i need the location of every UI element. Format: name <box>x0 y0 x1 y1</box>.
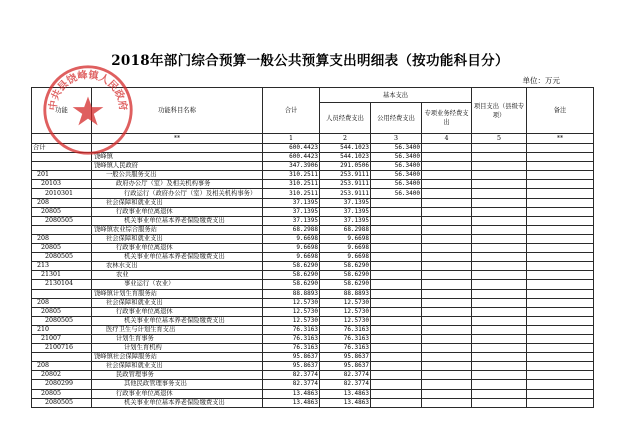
name-cell: 行政事业单位离退休 <box>92 307 263 316</box>
special-cell <box>422 344 472 353</box>
index-cell: 3 <box>371 134 422 144</box>
special-cell <box>422 398 472 407</box>
special-cell <box>422 353 472 362</box>
name-cell: 政府办公厅（室）及相关机构事务 <box>92 180 263 189</box>
personnel-cell: 253.9111 <box>320 180 371 189</box>
code-cell: 2080505 <box>32 316 92 325</box>
code-cell: 20805 <box>32 244 92 253</box>
code-cell: 2010301 <box>32 189 92 198</box>
total-cell: 12.5730 <box>263 316 320 325</box>
project-cell <box>472 380 527 389</box>
personnel-cell: 76.3163 <box>320 334 371 343</box>
personnel-cell: 13.4863 <box>320 389 371 398</box>
special-cell <box>422 307 472 316</box>
index-cell: ** <box>92 134 263 144</box>
special-cell <box>422 171 472 180</box>
project-cell <box>472 207 527 216</box>
public-cell <box>371 289 422 298</box>
public-cell <box>371 353 422 362</box>
project-cell <box>472 216 527 225</box>
table-row <box>32 316 594 325</box>
table-row <box>32 353 594 362</box>
total-cell: 82.3774 <box>263 380 320 389</box>
table-row <box>32 334 594 343</box>
total-cell: 95.8637 <box>263 353 320 362</box>
index-cell: 1 <box>263 134 320 144</box>
project-cell <box>472 144 527 153</box>
code-cell: 2100716 <box>32 344 92 353</box>
project-cell <box>472 262 527 271</box>
personnel-cell: 37.1395 <box>320 207 371 216</box>
code-cell: 208 <box>32 198 92 207</box>
remark-cell <box>527 180 594 189</box>
total-cell: 88.8893 <box>263 289 320 298</box>
page-title: 2018年部门综合预算一般公共预算支出明细表（按功能科目分） <box>111 53 509 69</box>
public-cell <box>371 253 422 262</box>
remark-cell <box>527 325 594 334</box>
remark-cell <box>527 316 594 325</box>
project-cell <box>472 344 527 353</box>
special-cell <box>422 334 472 343</box>
name-cell: 饶峰镇人民政府 <box>92 162 263 171</box>
remark-cell <box>527 144 594 153</box>
total-cell: 76.3163 <box>263 325 320 334</box>
personnel-cell: 68.2988 <box>320 225 371 234</box>
code-cell: 20805 <box>32 307 92 316</box>
remark-cell <box>527 153 594 162</box>
code-cell: 2080505 <box>32 216 92 225</box>
table-row <box>32 153 594 162</box>
name-cell <box>92 144 263 153</box>
special-cell <box>422 162 472 171</box>
code-cell: 2130104 <box>32 280 92 289</box>
table-row <box>32 189 594 198</box>
personnel-cell: 253.9111 <box>320 171 371 180</box>
total-cell: 58.6290 <box>263 262 320 271</box>
name-cell: 机关事业单位基本养老保险缴费支出 <box>92 316 263 325</box>
name-cell: 其他民政管理事务支出 <box>92 380 263 389</box>
table-row <box>32 262 594 271</box>
total-cell: 58.6290 <box>263 271 320 280</box>
project-cell <box>472 244 527 253</box>
remark-cell <box>527 207 594 216</box>
public-cell <box>371 225 422 234</box>
code-cell: 2080505 <box>32 253 92 262</box>
total-cell: 347.3906 <box>263 162 320 171</box>
index-cell: ** <box>527 134 594 144</box>
remark-cell <box>527 225 594 234</box>
code-cell: 208 <box>32 234 92 243</box>
special-cell <box>422 389 472 398</box>
table-row <box>32 380 594 389</box>
code-cell: 208 <box>32 298 92 307</box>
header-special: 专项业务经费支出 <box>422 103 472 134</box>
personnel-cell: 76.3163 <box>320 344 371 353</box>
code-cell: 21301 <box>32 271 92 280</box>
table-row <box>32 144 594 153</box>
name-cell: 社会保障和就业支出 <box>92 234 263 243</box>
special-cell <box>422 262 472 271</box>
remark-cell <box>527 198 594 207</box>
header-public: 公用经费支出 <box>371 103 422 134</box>
special-cell <box>422 298 472 307</box>
name-cell: 机关事业单位基本养老保险缴费支出 <box>92 398 263 407</box>
remark-cell <box>527 216 594 225</box>
remark-cell <box>527 380 594 389</box>
remark-cell <box>527 271 594 280</box>
table-body <box>32 144 594 408</box>
personnel-cell: 58.6290 <box>320 280 371 289</box>
table-row <box>32 244 594 253</box>
project-cell <box>472 371 527 380</box>
special-cell <box>422 153 472 162</box>
header-personnel: 人员经费支出 <box>320 103 371 134</box>
total-cell: 95.8637 <box>263 362 320 371</box>
personnel-cell: 88.8893 <box>320 289 371 298</box>
public-cell <box>371 389 422 398</box>
personnel-cell: 253.9111 <box>320 189 371 198</box>
project-cell <box>472 234 527 243</box>
total-cell: 58.6290 <box>263 280 320 289</box>
remark-cell <box>527 234 594 243</box>
personnel-cell: 544.1023 <box>320 153 371 162</box>
personnel-cell: 291.0506 <box>320 162 371 171</box>
project-cell <box>472 398 527 407</box>
table-row <box>32 398 594 407</box>
project-cell <box>472 271 527 280</box>
project-cell <box>472 362 527 371</box>
budget-table <box>31 87 594 408</box>
table-row <box>32 362 594 371</box>
public-cell <box>371 371 422 380</box>
name-cell: 农林水支出 <box>92 262 263 271</box>
name-cell: 计划生育事务 <box>92 334 263 343</box>
total-cell: 310.2511 <box>263 189 320 198</box>
total-cell: 9.6698 <box>263 234 320 243</box>
code-cell <box>32 225 92 234</box>
code-cell: 213 <box>32 262 92 271</box>
public-cell: 56.3400 <box>371 144 422 153</box>
personnel-cell: 12.5730 <box>320 307 371 316</box>
public-cell <box>371 325 422 334</box>
name-cell: 行政事业单位离退休 <box>92 207 263 216</box>
project-cell <box>472 325 527 334</box>
index-cell: 2 <box>320 134 371 144</box>
name-cell: 一般公共服务支出 <box>92 171 263 180</box>
personnel-cell: 76.3163 <box>320 325 371 334</box>
total-cell: 68.2988 <box>263 225 320 234</box>
table-row <box>32 234 594 243</box>
name-cell: 行政事业单位离退休 <box>92 244 263 253</box>
public-cell <box>371 262 422 271</box>
public-cell <box>371 307 422 316</box>
project-cell <box>472 198 527 207</box>
table-row <box>32 325 594 334</box>
remark-cell <box>527 262 594 271</box>
special-cell <box>422 144 472 153</box>
table-row <box>32 271 594 280</box>
public-cell <box>371 234 422 243</box>
public-cell <box>371 207 422 216</box>
table-row <box>32 253 594 262</box>
personnel-cell: 9.6698 <box>320 244 371 253</box>
table-row <box>32 371 594 380</box>
index-cell: 4 <box>422 134 472 144</box>
total-cell: 310.2511 <box>263 171 320 180</box>
special-cell <box>422 225 472 234</box>
total-cell: 600.4423 <box>263 153 320 162</box>
code-cell: 2080505 <box>32 398 92 407</box>
table-row <box>32 198 594 207</box>
project-cell <box>472 307 527 316</box>
code-cell: 20103 <box>32 180 92 189</box>
public-cell <box>371 216 422 225</box>
special-cell <box>422 325 472 334</box>
project-cell <box>472 189 527 198</box>
personnel-cell: 82.3774 <box>320 371 371 380</box>
public-cell <box>371 334 422 343</box>
svg-text:中共县饶峰镇人民政府: 中共县饶峰镇人民政府 <box>48 69 128 112</box>
public-cell <box>371 244 422 253</box>
total-cell: 82.3774 <box>263 371 320 380</box>
remark-cell <box>527 389 594 398</box>
name-cell: 事业运行（农业） <box>92 280 263 289</box>
special-cell <box>422 289 472 298</box>
personnel-cell: 95.8637 <box>320 362 371 371</box>
project-cell <box>472 225 527 234</box>
header-code: 功能 <box>32 88 92 134</box>
code-cell: 210 <box>32 325 92 334</box>
special-cell <box>422 380 472 389</box>
special-cell <box>422 234 472 243</box>
code-cell: 21007 <box>32 334 92 343</box>
table-row <box>32 307 594 316</box>
code-cell: 20802 <box>32 371 92 380</box>
table-row <box>32 289 594 298</box>
special-cell <box>422 316 472 325</box>
project-cell <box>472 253 527 262</box>
table-row <box>32 344 594 353</box>
remark-cell <box>527 171 594 180</box>
public-cell <box>371 380 422 389</box>
remark-cell <box>527 307 594 316</box>
name-cell: 饶峰镇 <box>92 153 263 162</box>
table-row <box>32 180 594 189</box>
total-cell: 310.2511 <box>263 180 320 189</box>
personnel-cell: 13.4863 <box>320 398 371 407</box>
public-cell: 56.3400 <box>371 189 422 198</box>
total-cell: 13.4863 <box>263 398 320 407</box>
total-cell: 76.3163 <box>263 344 320 353</box>
project-cell <box>472 280 527 289</box>
unit-label: 单位：万元 <box>522 76 560 85</box>
remark-cell <box>527 280 594 289</box>
personnel-cell: 95.8637 <box>320 353 371 362</box>
total-cell: 600.4423 <box>263 144 320 153</box>
public-cell: 56.3400 <box>371 162 422 171</box>
remark-cell <box>527 371 594 380</box>
personnel-cell: 58.6290 <box>320 262 371 271</box>
personnel-cell: 37.1395 <box>320 216 371 225</box>
table-row <box>32 280 594 289</box>
total-cell: 12.5730 <box>263 298 320 307</box>
special-cell <box>422 189 472 198</box>
public-cell <box>371 271 422 280</box>
code-cell: 合计 <box>32 144 92 153</box>
remark-cell <box>527 362 594 371</box>
table-row <box>32 298 594 307</box>
public-cell: 56.3400 <box>371 180 422 189</box>
table-row <box>32 389 594 398</box>
remark-cell <box>527 289 594 298</box>
public-cell <box>371 298 422 307</box>
special-cell <box>422 180 472 189</box>
remark-cell <box>527 298 594 307</box>
table-header <box>32 88 594 144</box>
name-cell: 机关事业单位基本养老保险缴费支出 <box>92 253 263 262</box>
code-cell <box>32 153 92 162</box>
remark-cell <box>527 353 594 362</box>
remark-cell <box>527 344 594 353</box>
public-cell <box>371 198 422 207</box>
total-cell: 76.3163 <box>263 334 320 343</box>
project-cell <box>472 162 527 171</box>
personnel-cell: 37.1395 <box>320 198 371 207</box>
project-cell <box>472 334 527 343</box>
name-cell: 医疗卫生与计划生育支出 <box>92 325 263 334</box>
project-cell <box>472 153 527 162</box>
header-name: 功能科目名称 <box>92 88 263 134</box>
special-cell <box>422 244 472 253</box>
table-row <box>32 216 594 225</box>
remark-cell <box>527 162 594 171</box>
name-cell: 饶峰镇社会保障服务站 <box>92 353 263 362</box>
project-cell <box>472 316 527 325</box>
remark-cell <box>527 334 594 343</box>
code-cell: 208 <box>32 362 92 371</box>
table-row <box>32 207 594 216</box>
special-cell <box>422 280 472 289</box>
remark-cell <box>527 244 594 253</box>
special-cell <box>422 207 472 216</box>
special-cell <box>422 216 472 225</box>
name-cell: 饶峰镇计划生育服务站 <box>92 289 263 298</box>
public-cell <box>371 316 422 325</box>
project-cell <box>472 389 527 398</box>
name-cell: 社会保障和就业支出 <box>92 198 263 207</box>
remark-cell <box>527 398 594 407</box>
name-cell: 行政运行（政府办公厅（室）及相关机构事务） <box>92 189 263 198</box>
code-cell: 201 <box>32 171 92 180</box>
project-cell <box>472 171 527 180</box>
personnel-cell: 12.5730 <box>320 298 371 307</box>
remark-cell <box>527 253 594 262</box>
project-cell <box>472 298 527 307</box>
total-cell: 37.1395 <box>263 216 320 225</box>
public-cell <box>371 280 422 289</box>
personnel-cell: 544.1023 <box>320 144 371 153</box>
header-basic: 基本支出 <box>320 88 472 103</box>
code-cell: 20805 <box>32 207 92 216</box>
header-remark: 备注 <box>527 88 594 134</box>
personnel-cell: 9.6698 <box>320 234 371 243</box>
remark-cell <box>527 189 594 198</box>
name-cell: 计划生育机构 <box>92 344 263 353</box>
special-cell <box>422 271 472 280</box>
name-cell: 饶峰镇农业综合服务站 <box>92 225 263 234</box>
name-cell: 农业 <box>92 271 263 280</box>
code-cell <box>32 289 92 298</box>
table-row <box>32 162 594 171</box>
public-cell <box>371 362 422 371</box>
code-cell <box>32 353 92 362</box>
special-cell <box>422 371 472 380</box>
name-cell: 社会保障和就业支出 <box>92 362 263 371</box>
personnel-cell: 58.6290 <box>320 271 371 280</box>
total-cell: 9.6698 <box>263 253 320 262</box>
public-cell <box>371 344 422 353</box>
index-row <box>32 134 594 144</box>
code-cell: 2080299 <box>32 380 92 389</box>
personnel-cell: 12.5730 <box>320 316 371 325</box>
special-cell <box>422 253 472 262</box>
total-cell: 12.5730 <box>263 307 320 316</box>
total-cell: 13.4863 <box>263 389 320 398</box>
name-cell: 行政事业单位离退休 <box>92 389 263 398</box>
total-cell: 37.1395 <box>263 198 320 207</box>
header-project: 项目支出（县级专项） <box>472 88 527 134</box>
special-cell <box>422 198 472 207</box>
total-cell: 9.6698 <box>263 244 320 253</box>
project-cell <box>472 353 527 362</box>
personnel-cell: 9.6698 <box>320 253 371 262</box>
header-total: 合计 <box>263 88 320 134</box>
project-cell <box>472 289 527 298</box>
name-cell: 社会保障和就业支出 <box>92 298 263 307</box>
table-row <box>32 171 594 180</box>
special-cell <box>422 362 472 371</box>
index-cell: 5 <box>472 134 527 144</box>
code-cell <box>32 162 92 171</box>
name-cell: 机关事业单位基本养老保险缴费支出 <box>92 216 263 225</box>
public-cell: 56.3400 <box>371 171 422 180</box>
table-row <box>32 225 594 234</box>
public-cell <box>371 398 422 407</box>
public-cell: 56.3400 <box>371 153 422 162</box>
name-cell: 民政管理事务 <box>92 371 263 380</box>
code-cell: 20805 <box>32 389 92 398</box>
project-cell <box>472 180 527 189</box>
total-cell: 37.1395 <box>263 207 320 216</box>
personnel-cell: 82.3774 <box>320 380 371 389</box>
